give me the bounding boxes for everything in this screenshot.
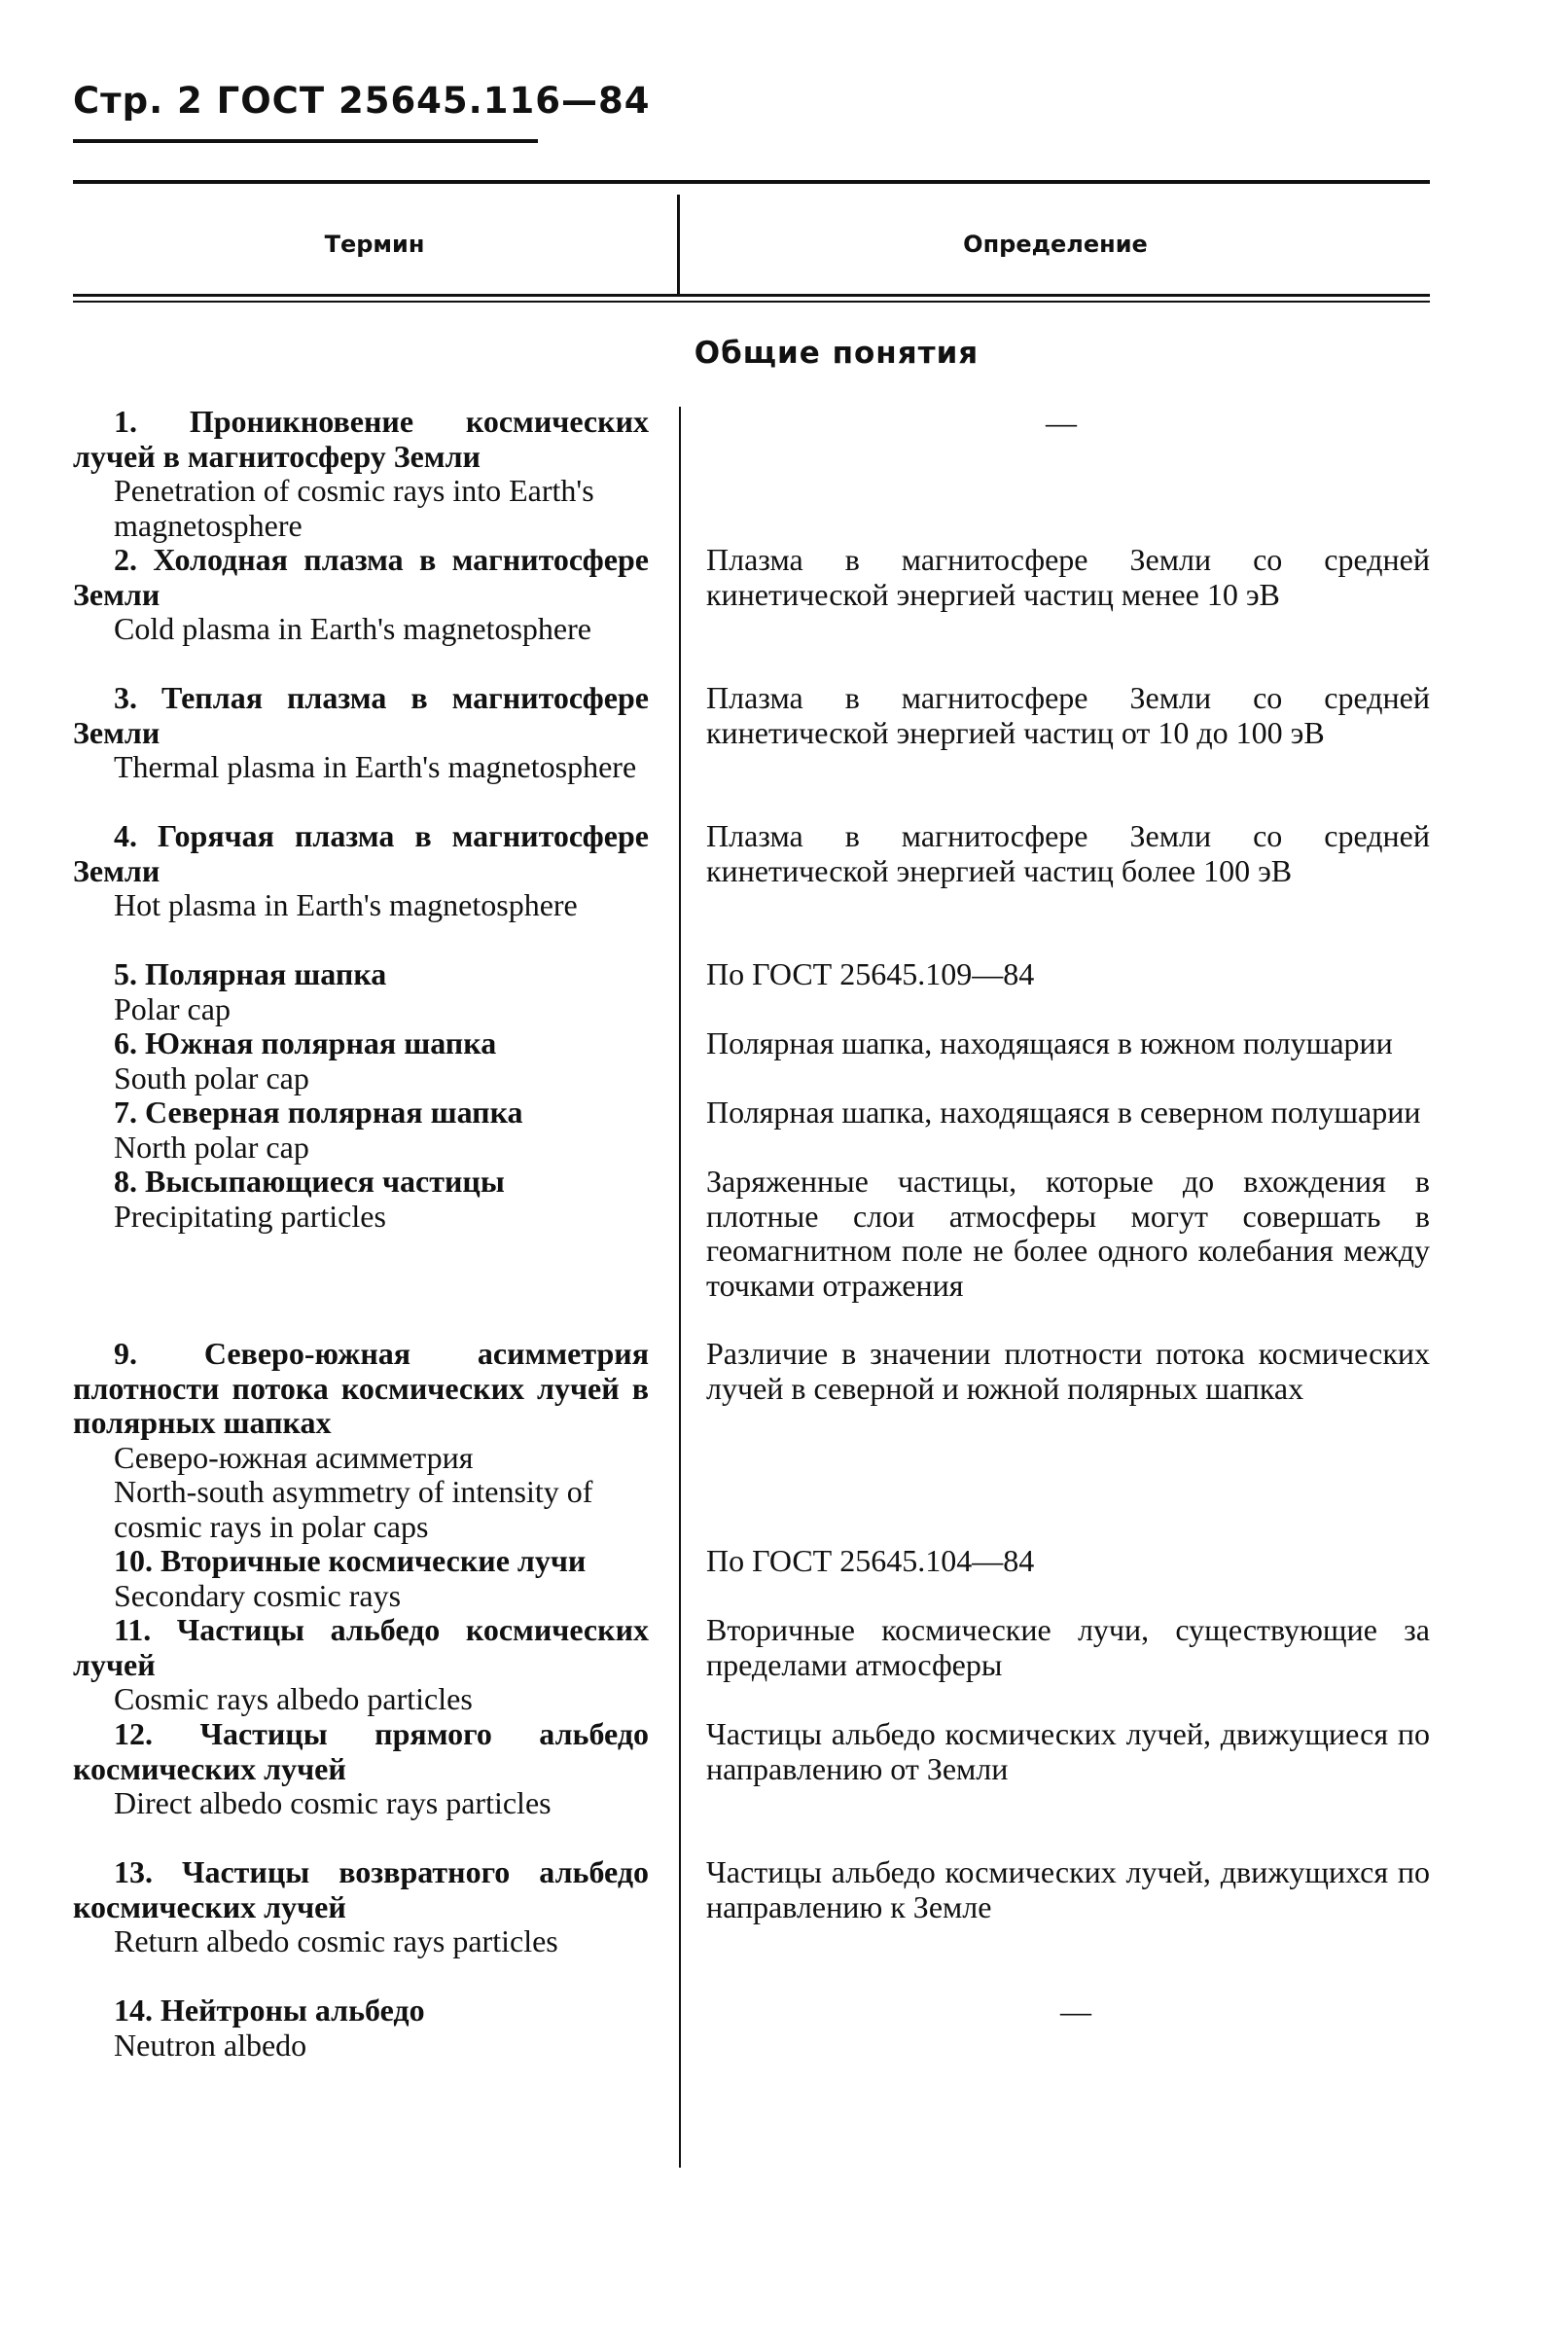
term-ru: 6. Южная полярная шапка: [114, 1025, 497, 1060]
definition: Плазма в магнитосфере Земли со средней кинетической энергией частиц менее 10 эВ: [706, 542, 1430, 612]
term-ru: 14. Нейтроны альбедо: [114, 1993, 425, 2028]
term-en: Thermal plasma in Earth's magnetosphere: [114, 749, 637, 784]
term-entry: [73, 1544, 649, 1613]
header-underline: [73, 139, 538, 143]
term-ru: 3. Теплая плазма в магнитосфере Земли: [73, 680, 649, 750]
term-ru: 2. Холодная плазма в магнитосфере Земли: [73, 542, 649, 612]
definition-dash: —: [1060, 1993, 1091, 2029]
term-en: Cold plasma in Earth's magnetosphere: [114, 611, 591, 646]
table-head-divider: [677, 195, 680, 294]
section-title: Общие понятия: [694, 336, 980, 371]
term-entry: [73, 819, 649, 923]
term-en: South polar cap: [114, 1059, 309, 1095]
term-ru: 10. Вторичные космические лучи: [114, 1543, 587, 1578]
term-ru: 12. Частицы прямого альбедо космических лучей: [73, 1716, 649, 1786]
term-en: Direct albedo cosmic rays particles: [114, 1785, 552, 1820]
term-en: Return albedo cosmic rays particles: [114, 1923, 558, 1958]
column-divider: [679, 407, 681, 2168]
definition: Полярная шапка, находящаяся в северном полушарии: [706, 1095, 1421, 1130]
term-en: Cosmic rays albedo particles: [114, 1681, 473, 1716]
definition: Плазма в магнитосфере Земли со средней кинетической энергией частиц более 100 эВ: [706, 818, 1430, 888]
term-ru: 7. Северная полярная шапка: [114, 1095, 523, 1130]
table-head-rule-1: [73, 294, 1430, 297]
definition: По ГОСТ 25645.104—84: [706, 1543, 1035, 1578]
definition: По ГОСТ 25645.109—84: [706, 956, 1035, 991]
term-en: Precipitating particles: [114, 1198, 386, 1234]
column-header-definition: Определение: [963, 231, 1148, 258]
definition: Частицы альбедо космических лучей, движущихся по направлению к Земле: [706, 1854, 1430, 1924]
definition: Полярная шапка, находящаяся в южном полушарии: [706, 1025, 1393, 1060]
term-entry: [73, 1337, 649, 1544]
term-entry: [73, 957, 649, 1026]
definition-dash: —: [1046, 405, 1077, 440]
term-en: North polar cap: [114, 1129, 309, 1165]
term-entry: [73, 681, 649, 785]
term-ru: 11. Частицы альбедо космических лучей: [73, 1612, 649, 1682]
term-entry: [73, 1993, 649, 2063]
definition: Плазма в магнитосфере Земли со средней кинетической энергией частиц от 10 до 100 эВ: [706, 680, 1430, 750]
term-en: Secondary cosmic rays: [114, 1577, 402, 1613]
term-entry: [73, 1095, 649, 1165]
page-header: Стр. 2 ГОСТ 25645.116—84: [73, 80, 651, 122]
term-ru: 8. Высыпающиеся частицы: [114, 1164, 505, 1199]
term-en: Neutron albedo: [114, 2027, 307, 2063]
term-entry: [73, 1855, 649, 1959]
column-header-term: Термин: [324, 231, 425, 258]
term-en: Polar cap: [114, 990, 231, 1026]
term-entry: [73, 1717, 649, 1821]
table-top-rule: [73, 180, 1430, 184]
term-ru: 13. Частицы возвратного альбедо космических лучей: [73, 1854, 649, 1924]
term-en: Hot plasma in Earth's magnetosphere: [114, 887, 578, 922]
term-ru: 1. Проникновение космических лучей в магнитосферу Земли: [73, 404, 649, 474]
definition: Частицы альбедо космических лучей, движущиеся по направлению от Земли: [706, 1716, 1430, 1786]
term-entry: [73, 543, 649, 647]
term-alt: Северо-южная асимметрия: [114, 1439, 474, 1475]
term-en: North-south asymmetry of intensity of cosmic rays in polar caps: [114, 1474, 593, 1544]
definition: Вторичные космические лучи, существующие за пределами атмосферы: [706, 1612, 1430, 1682]
term-entry: [73, 1026, 649, 1095]
term-ru: 9. Северо-южная асимметрия плотности потока космических лучей в полярных шапках: [73, 1336, 649, 1440]
definition: Различие в значении плотности потока космических лучей в северной и южной полярных шапках: [706, 1336, 1430, 1406]
term-entry: [73, 1165, 649, 1234]
definition: Заряженные частицы, которые до вхождения в плотные слои атмосферы могут совершать в геомагнитном поле не более одного колебания между точками отражения: [706, 1164, 1430, 1303]
term-en: Penetration of cosmic rays into Earth's magnetosphere: [114, 473, 594, 543]
term-ru: 4. Горячая плазма в магнитосфере Земли: [73, 818, 649, 888]
term-entry: [73, 1613, 649, 1717]
term-entry: [73, 405, 649, 543]
term-ru: 5. Полярная шапка: [114, 956, 387, 991]
table-head-rule-2: [73, 301, 1430, 303]
